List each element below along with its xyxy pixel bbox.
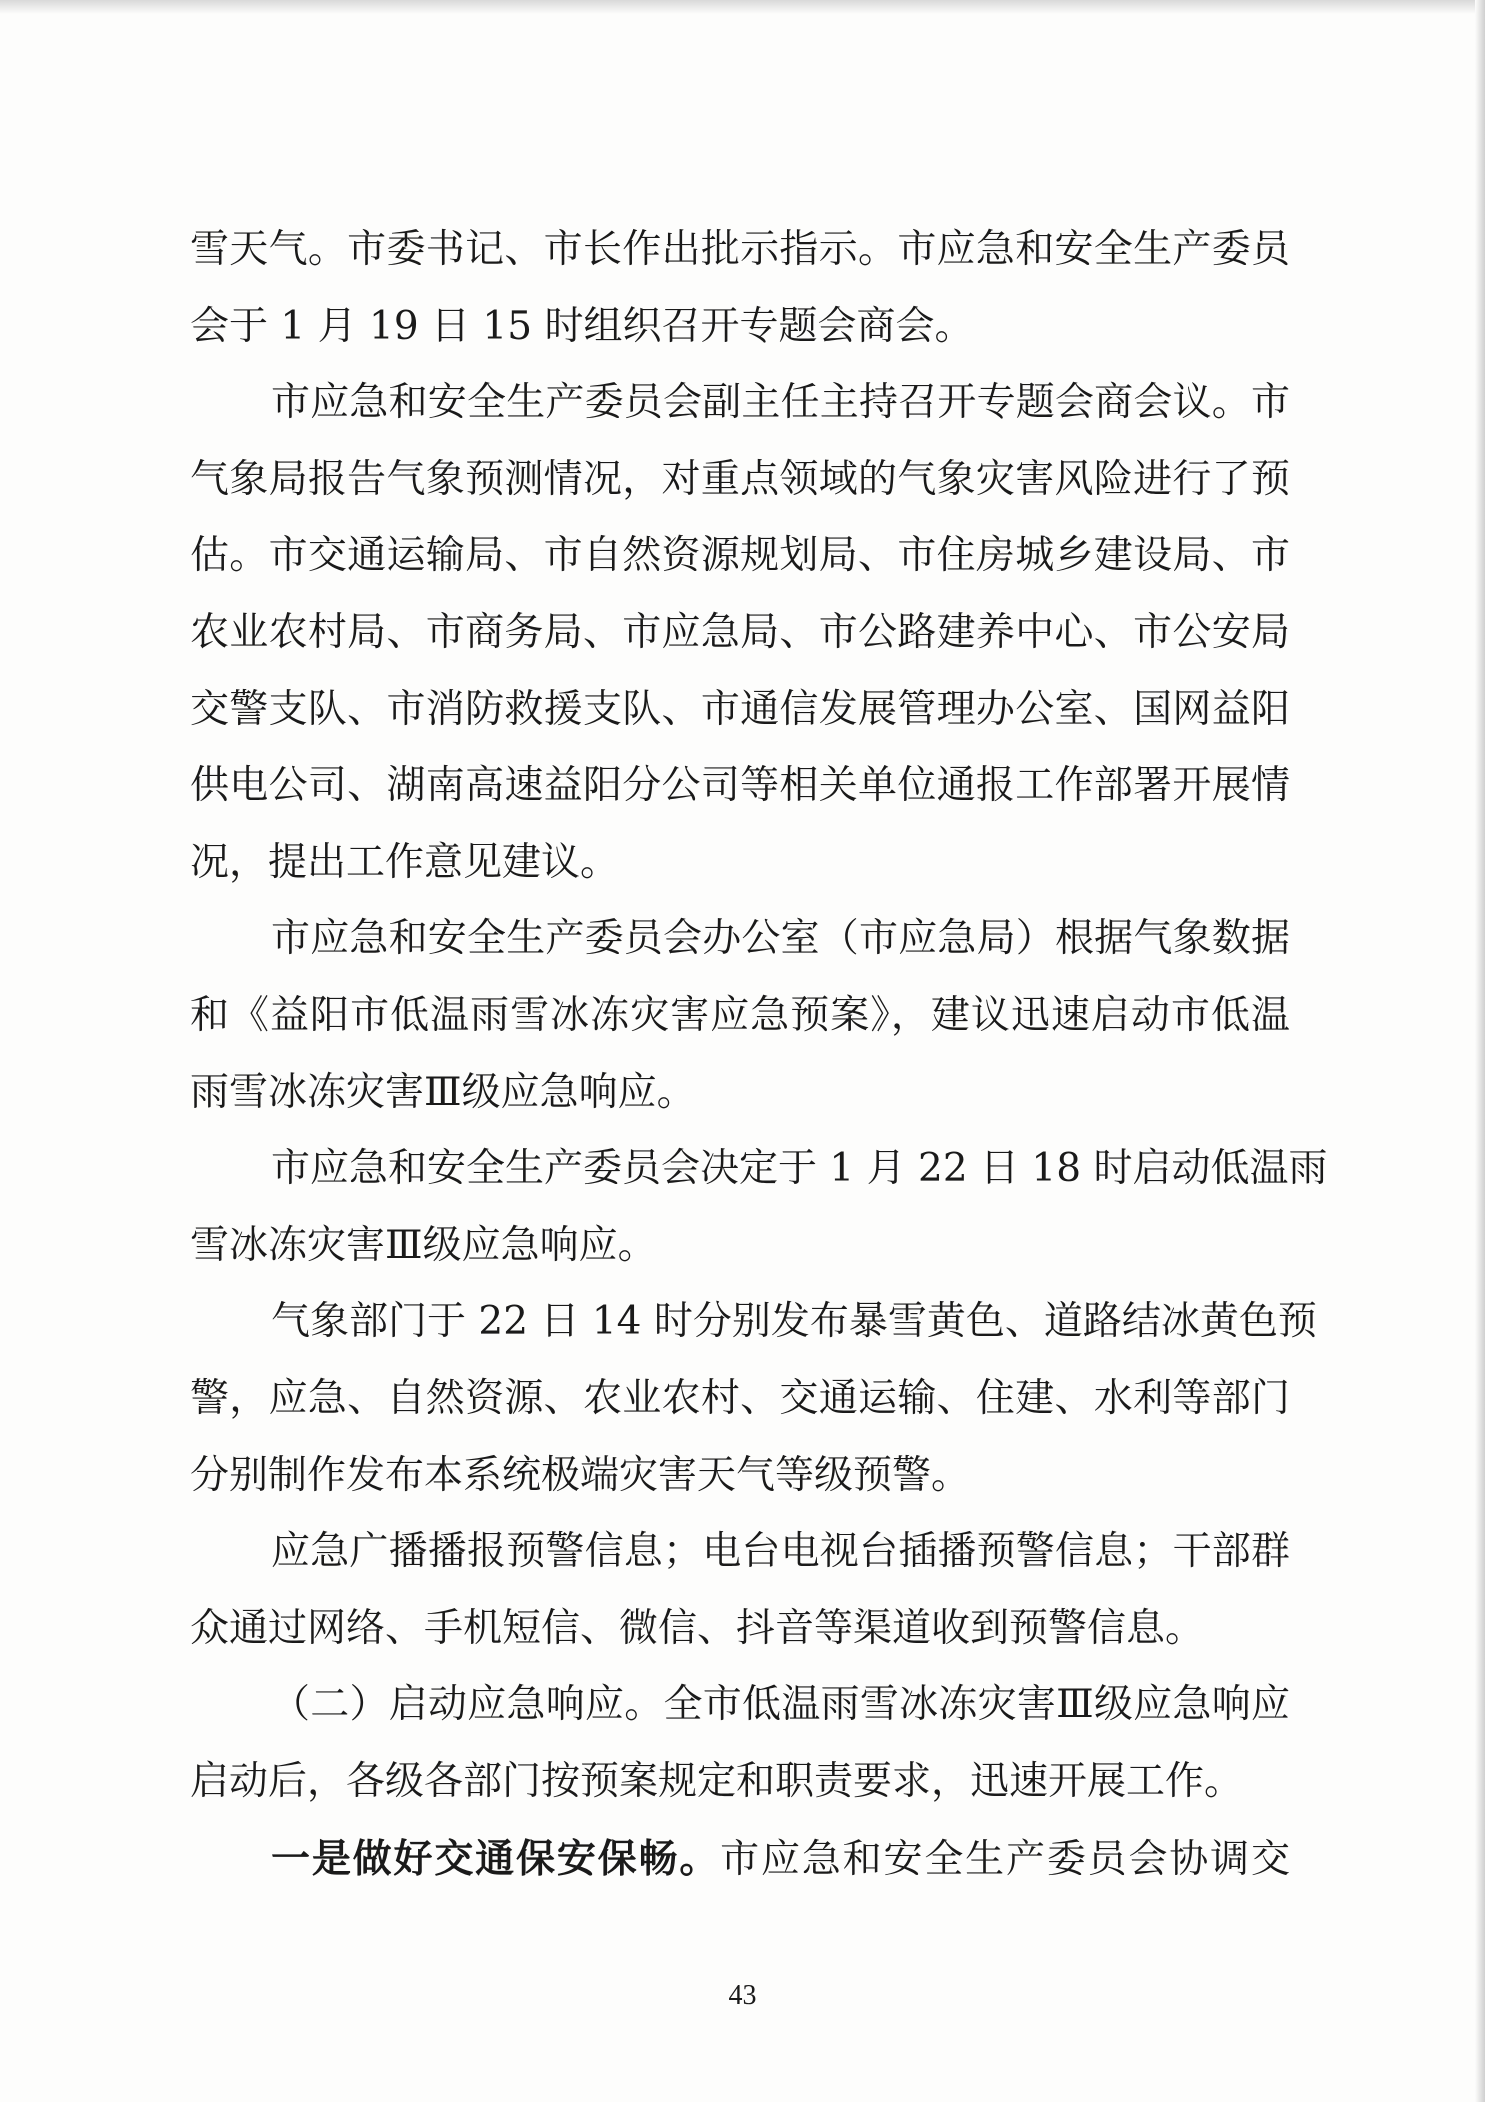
line-text: 众通过网络、手机短信、微信、抖音等渠道收到预警信息。 bbox=[190, 1605, 1205, 1651]
text-line bbox=[190, 1369, 1290, 1429]
line-text: 农业农村局、市商务局、市应急局、市公路建养中心、市公安局 bbox=[190, 610, 1290, 655]
text-line bbox=[190, 1446, 1290, 1506]
text-line bbox=[190, 1063, 1290, 1123]
line-text: 启动后，各级各部门按预案规定和职责要求，迅速开展工作。 bbox=[190, 1759, 1244, 1804]
line-text: 市应急和安全生产委员会决定于 1 月 22 日 18 时启动低温雨 bbox=[271, 1146, 1328, 1192]
text-line bbox=[190, 1675, 1290, 1735]
line-text: 雪天气。市委书记、市长作出批示指示。市应急和安全生产委员 bbox=[190, 227, 1290, 272]
line-text: 雪冰冻灾害Ⅲ级应急响应。 bbox=[190, 1222, 657, 1268]
page-number: 43 bbox=[728, 1980, 757, 2011]
text-line bbox=[190, 1292, 1317, 1352]
line-text: 气象部门于 22 日 14 时分别发布暴雪黄色、道路结冰黄色预 bbox=[271, 1299, 1317, 1345]
line-text: 气象局报告气象预测情况，对重点领域的气象灾害风险进行了预 bbox=[190, 456, 1290, 502]
scan-right-edge bbox=[1475, 0, 1485, 2102]
line-text: 况，提出工作意见建议。 bbox=[190, 839, 620, 885]
text-line bbox=[190, 1216, 1290, 1276]
text-line bbox=[190, 1829, 1290, 1889]
text-line bbox=[190, 1752, 1290, 1812]
line-text: 市应急和安全生产委员会副主任主持召开专题会商会议。市 bbox=[271, 380, 1290, 426]
bold-heading: 一是做好交通保安保畅。 bbox=[271, 1835, 721, 1882]
text-line bbox=[190, 756, 1290, 816]
scan-top-edge bbox=[0, 0, 1485, 14]
text-line bbox=[190, 1522, 1290, 1582]
line-text: 市应急和安全生产委员会协调交 bbox=[720, 1836, 1290, 1882]
text-line bbox=[190, 680, 1290, 740]
text-line bbox=[190, 526, 1290, 586]
text-line bbox=[190, 833, 1290, 893]
line-text: （二）启动应急响应。全市低温雨雪冰冻灾害Ⅲ级应急响应 bbox=[271, 1682, 1290, 1728]
line-text: 应急广播播报预警信息；电台电视台插播预警信息；干部群 bbox=[271, 1529, 1290, 1575]
text-line bbox=[190, 297, 1290, 357]
text-line bbox=[190, 1139, 1328, 1199]
text-line bbox=[190, 450, 1290, 510]
text-line bbox=[190, 1599, 1290, 1659]
text-line bbox=[190, 373, 1290, 433]
text-line bbox=[190, 603, 1290, 663]
line-text: 估。市交通运输局、市自然资源规划局、市住房城乡建设局、市 bbox=[190, 533, 1290, 579]
text-line bbox=[190, 220, 1290, 280]
line-text: 供电公司、湖南高速益阳分公司等相关单位通报工作部署开展情 bbox=[190, 763, 1290, 809]
line-text: 和《益阳市低温雨雪冰冻灾害应急预案》，建议迅速启动市低温 bbox=[190, 993, 1290, 1038]
line-text: 警，应急、自然资源、农业农村、交通运输、住建、水利等部门 bbox=[190, 1376, 1290, 1421]
line-text: 雨雪冰冻灾害Ⅲ级应急响应。 bbox=[190, 1069, 696, 1115]
line-text: 市应急和安全生产委员会办公室（市应急局）根据气象数据 bbox=[271, 916, 1290, 962]
line-text: 分别制作发布本系统极端灾害天气等级预警。 bbox=[190, 1452, 971, 1498]
line-text: 交警支队、市消防救援支队、市通信发展管理办公室、国网益阳 bbox=[190, 686, 1290, 732]
text-line bbox=[190, 986, 1290, 1046]
text-line bbox=[190, 909, 1290, 969]
line-text: 会于 1 月 19 日 15 时组织召开专题会商会。 bbox=[190, 303, 974, 349]
